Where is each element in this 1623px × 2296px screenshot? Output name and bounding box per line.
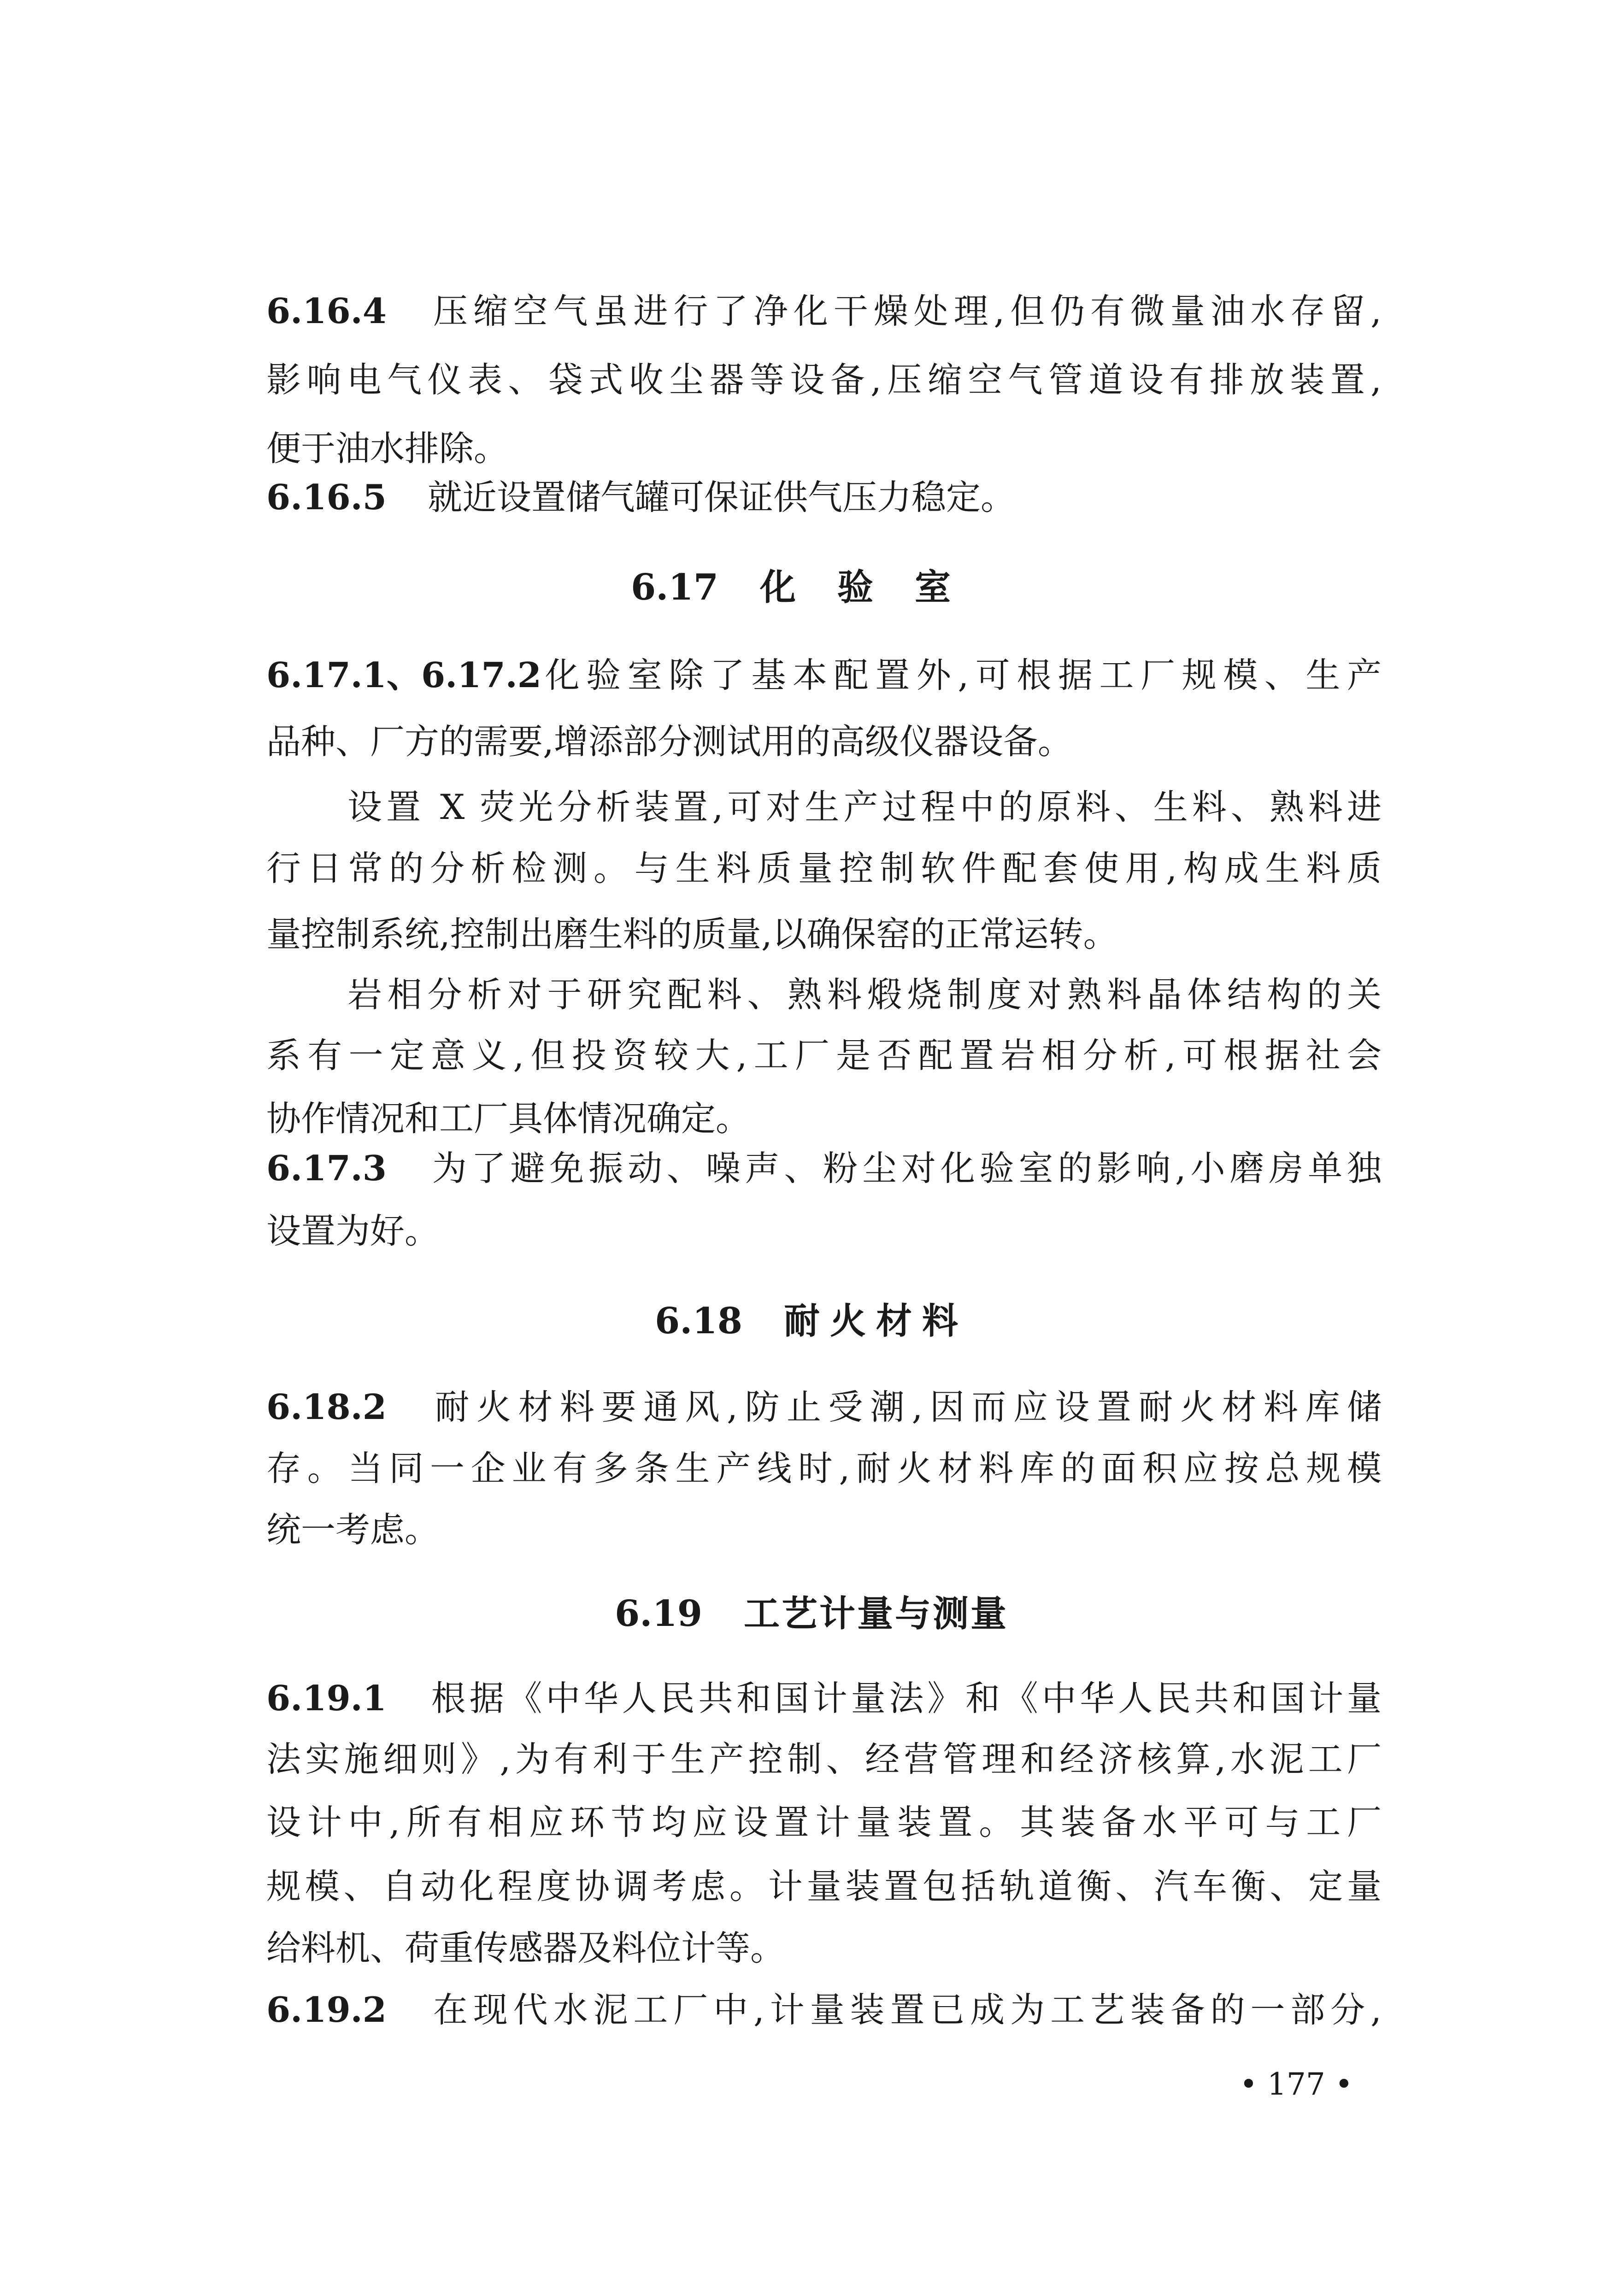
paragraph-6-19-1-line-1: 6.19.1 根据《中华人民共和国计量法》和《中华人民共和国计量 <box>266 1673 1382 1724</box>
clause-number: 6.16.5 <box>266 477 387 518</box>
paragraph-6-17-3-line-1: 6.17.3 为了避免振动、噪声、粉尘对化验室的影响,小磨房单独 <box>266 1143 1382 1194</box>
paragraph-6-16-4-line-2: 影响电气仪表、袋式收尘器等设备,压缩空气管道设有排放装置, <box>266 359 1382 400</box>
paragraph-6-16-4-line-3: 便于油水排除。 <box>266 428 509 469</box>
paragraph-xrf-line-3: 量控制系统,控制出磨生料的质量,以确保窑的正常运转。 <box>266 914 1118 954</box>
paragraph-6-17-1-line-1: 6.17.1、6.17.2化验室除了基本配置外,可根据工厂规模、生产 <box>266 650 1382 701</box>
paragraph-6-17-3-line-2: 设置为好。 <box>266 1211 440 1251</box>
paragraph-6-19-1-line-4: 规模、自动化程度协调考虑。计量装置包括轨道衡、汽车衡、定量 <box>266 1866 1382 1907</box>
section-heading-6-17: 6.17 化验室 <box>631 566 992 608</box>
paragraph-6-19-1-line-2: 法实施细则》,为有利于生产控制、经营管理和经济核算,水泥工厂 <box>266 1739 1382 1779</box>
clause-number: 6.19.1 <box>266 1678 387 1719</box>
paragraph-6-19-2-line-1: 6.19.2 在现代水泥工厂中,计量装置已成为工艺装备的一部分, <box>266 1984 1382 2035</box>
paragraph-6-17-1-line-2: 品种、厂方的需要,增添部分测试用的高级仪器设备。 <box>266 721 1072 762</box>
page-number: • 177 • <box>1240 2066 1353 2102</box>
paragraph-petrography-line-3: 协作情况和工厂具体情况确定。 <box>266 1098 751 1139</box>
clause-number: 6.17.3 <box>266 1148 387 1189</box>
paragraph-6-18-2-line-1: 6.18.2 耐火材料要通风,防止受潮,因而应设置耐火材料库储 <box>266 1382 1382 1432</box>
paragraph-6-18-2-line-2: 存。当同一企业有多条生产线时,耐火材料库的面积应按总规模 <box>266 1448 1382 1489</box>
clause-number: 6.18.2 <box>266 1387 387 1427</box>
paragraph-xrf-line-2: 行日常的分析检测。与生料质量控制软件配套使用,构成生料质 <box>266 848 1382 889</box>
clause-number: 6.16.4 <box>266 291 387 331</box>
section-heading-6-18: 6.18 耐火材料 <box>655 1300 968 1342</box>
paragraph-6-16-4-line-1: 6.16.4 压缩空气虽进行了净化干燥处理,但仍有微量油水存留, <box>266 286 1382 336</box>
paragraph-6-18-2-line-3: 统一考虑。 <box>266 1509 440 1550</box>
paragraph-6-19-1-line-3: 设计中,所有相应环节均应设置计量装置。其装备水平可与工厂 <box>266 1802 1382 1843</box>
clause-number: 6.19.2 <box>266 1990 387 2030</box>
paragraph-xrf-line-1: 设置 X 荧光分析装置,可对生产过程中的原料、生料、熟料进 <box>347 787 1382 827</box>
section-heading-6-19: 6.19 工艺计量与测量 <box>615 1593 1008 1635</box>
paragraph-petrography-line-1: 岩相分析对于研究配料、熟料煅烧制度对熟料晶体结构的关 <box>347 974 1382 1015</box>
paragraph-petrography-line-2: 系有一定意义,但投资较大,工厂是否配置岩相分析,可根据社会 <box>266 1035 1382 1076</box>
paragraph-6-19-1-line-5: 给料机、荷重传感器及料位计等。 <box>266 1928 785 1968</box>
clause-number: 6.17.1、6.17.2 <box>266 655 541 695</box>
paragraph-6-16-5-line-1: 6.16.5 就近设置储气罐可保证供气压力稳定。 <box>266 472 1382 523</box>
